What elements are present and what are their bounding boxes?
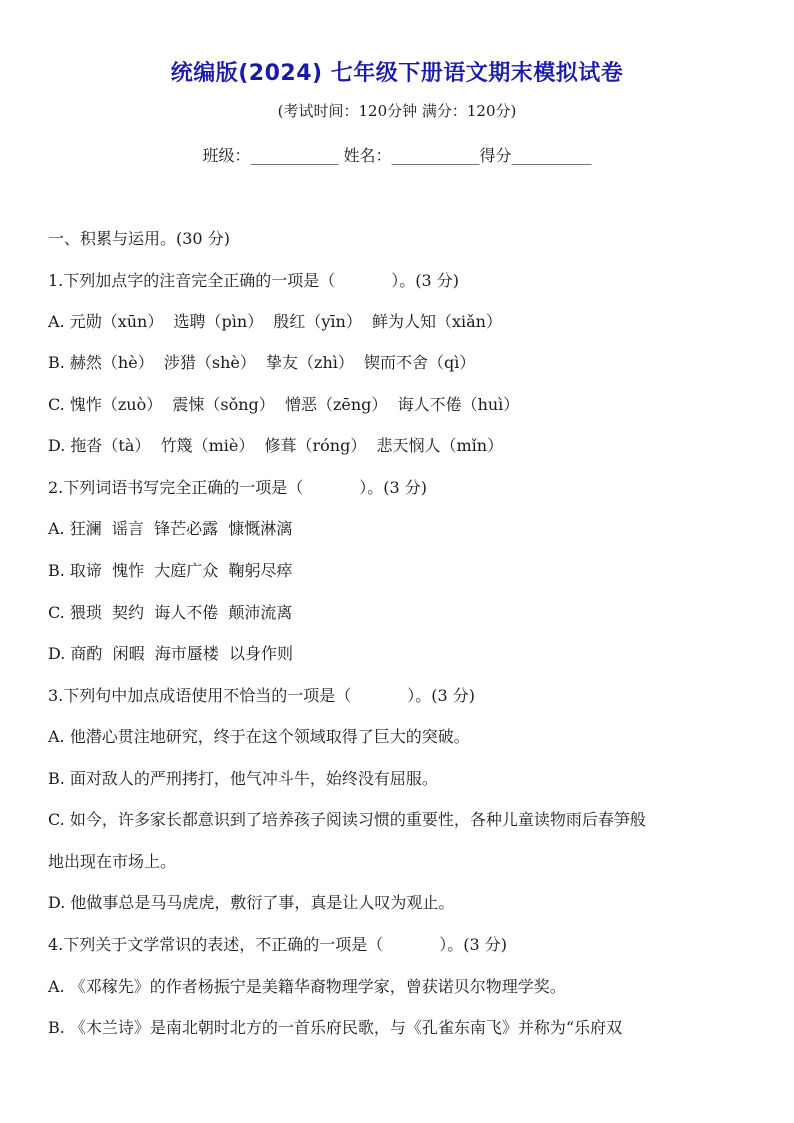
question-3-option-d: D. 他做事总是马马虎虎，敷衍了事，真是让人叹为观止。	[48, 893, 455, 912]
question-1-option-b: B. 赫然（hè） 涉猎（shè） 挚友（zhì） 锲而不舍（qì）	[48, 353, 476, 372]
question-3-option-b: B. 面对敌人的严刑拷打，他气冲斗牛，始终没有屈服。	[48, 769, 438, 788]
exam-title: 统编版(2024) 七年级下册语文期末模拟试卷	[170, 61, 624, 86]
student-info-line: 班级：___________ 姓名：___________得分__________	[202, 146, 592, 165]
section-heading: 一、积累与运用。(30 分)	[48, 229, 230, 248]
question-2-option-c: C. 猥琐 契约 诲人不倦 颠沛流离	[48, 603, 293, 622]
exam-time-score: (考试时间：120分钟 满分：120分)	[277, 102, 517, 120]
question-2-option-d: D. 商酌 闲暇 海市蜃楼 以身作则	[48, 644, 293, 663]
question-1-option-a: A. 元勋（xūn） 选聘（pìn） 殷红（yīn） 鲜为人知（xiǎn）	[48, 312, 502, 331]
question-4-stem: 4.下列关于文学常识的表述，不正确的一项是（ ）。(3 分)	[48, 935, 508, 954]
question-4-option-b: B. 《木兰诗》是南北朝时北方的一首乐府民歌，与《孔雀东南飞》并称为“乐府双	[48, 1018, 623, 1037]
question-3-stem: 3.下列句中加点成语使用不恰当的一项是（ ）。(3 分)	[48, 686, 476, 705]
question-4-option-a: A. 《邓稼先》的作者杨振宁是美籍华裔物理学家，曾获诺贝尔物理学奖。	[48, 977, 566, 996]
question-1-option-d: D. 拖沓（tà） 竹篾（miè） 修葺（róng） 悲天悯人（mǐn）	[48, 436, 504, 455]
question-1-option-c: C. 愧怍（zuò） 震悚（sǒng） 憎恶（zēng） 诲人不倦（huì）	[48, 395, 520, 414]
question-2-stem: 2.下列词语书写完全正确的一项是（ ）。(3 分)	[48, 478, 428, 497]
question-3-option-a: A. 他潜心贯注地研究，终于在这个领域取得了巨大的突破。	[48, 727, 470, 746]
question-3-option-c-continued: 地出现在市场上。	[48, 852, 177, 871]
question-3-option-c: C. 如今，许多家长都意识到了培养孩子阅读习惯的重要性，各种儿童读物雨后春笋般	[48, 810, 646, 829]
question-1-stem: 1.下列加点字的注音完全正确的一项是（ ）。(3 分)	[48, 271, 460, 290]
question-2-option-b: B. 取谛 愧怍 大庭广众 鞠躬尽瘁	[48, 561, 293, 580]
question-2-option-a: A. 狂澜 谣言 锋芒必露 慷慨淋漓	[48, 519, 293, 538]
